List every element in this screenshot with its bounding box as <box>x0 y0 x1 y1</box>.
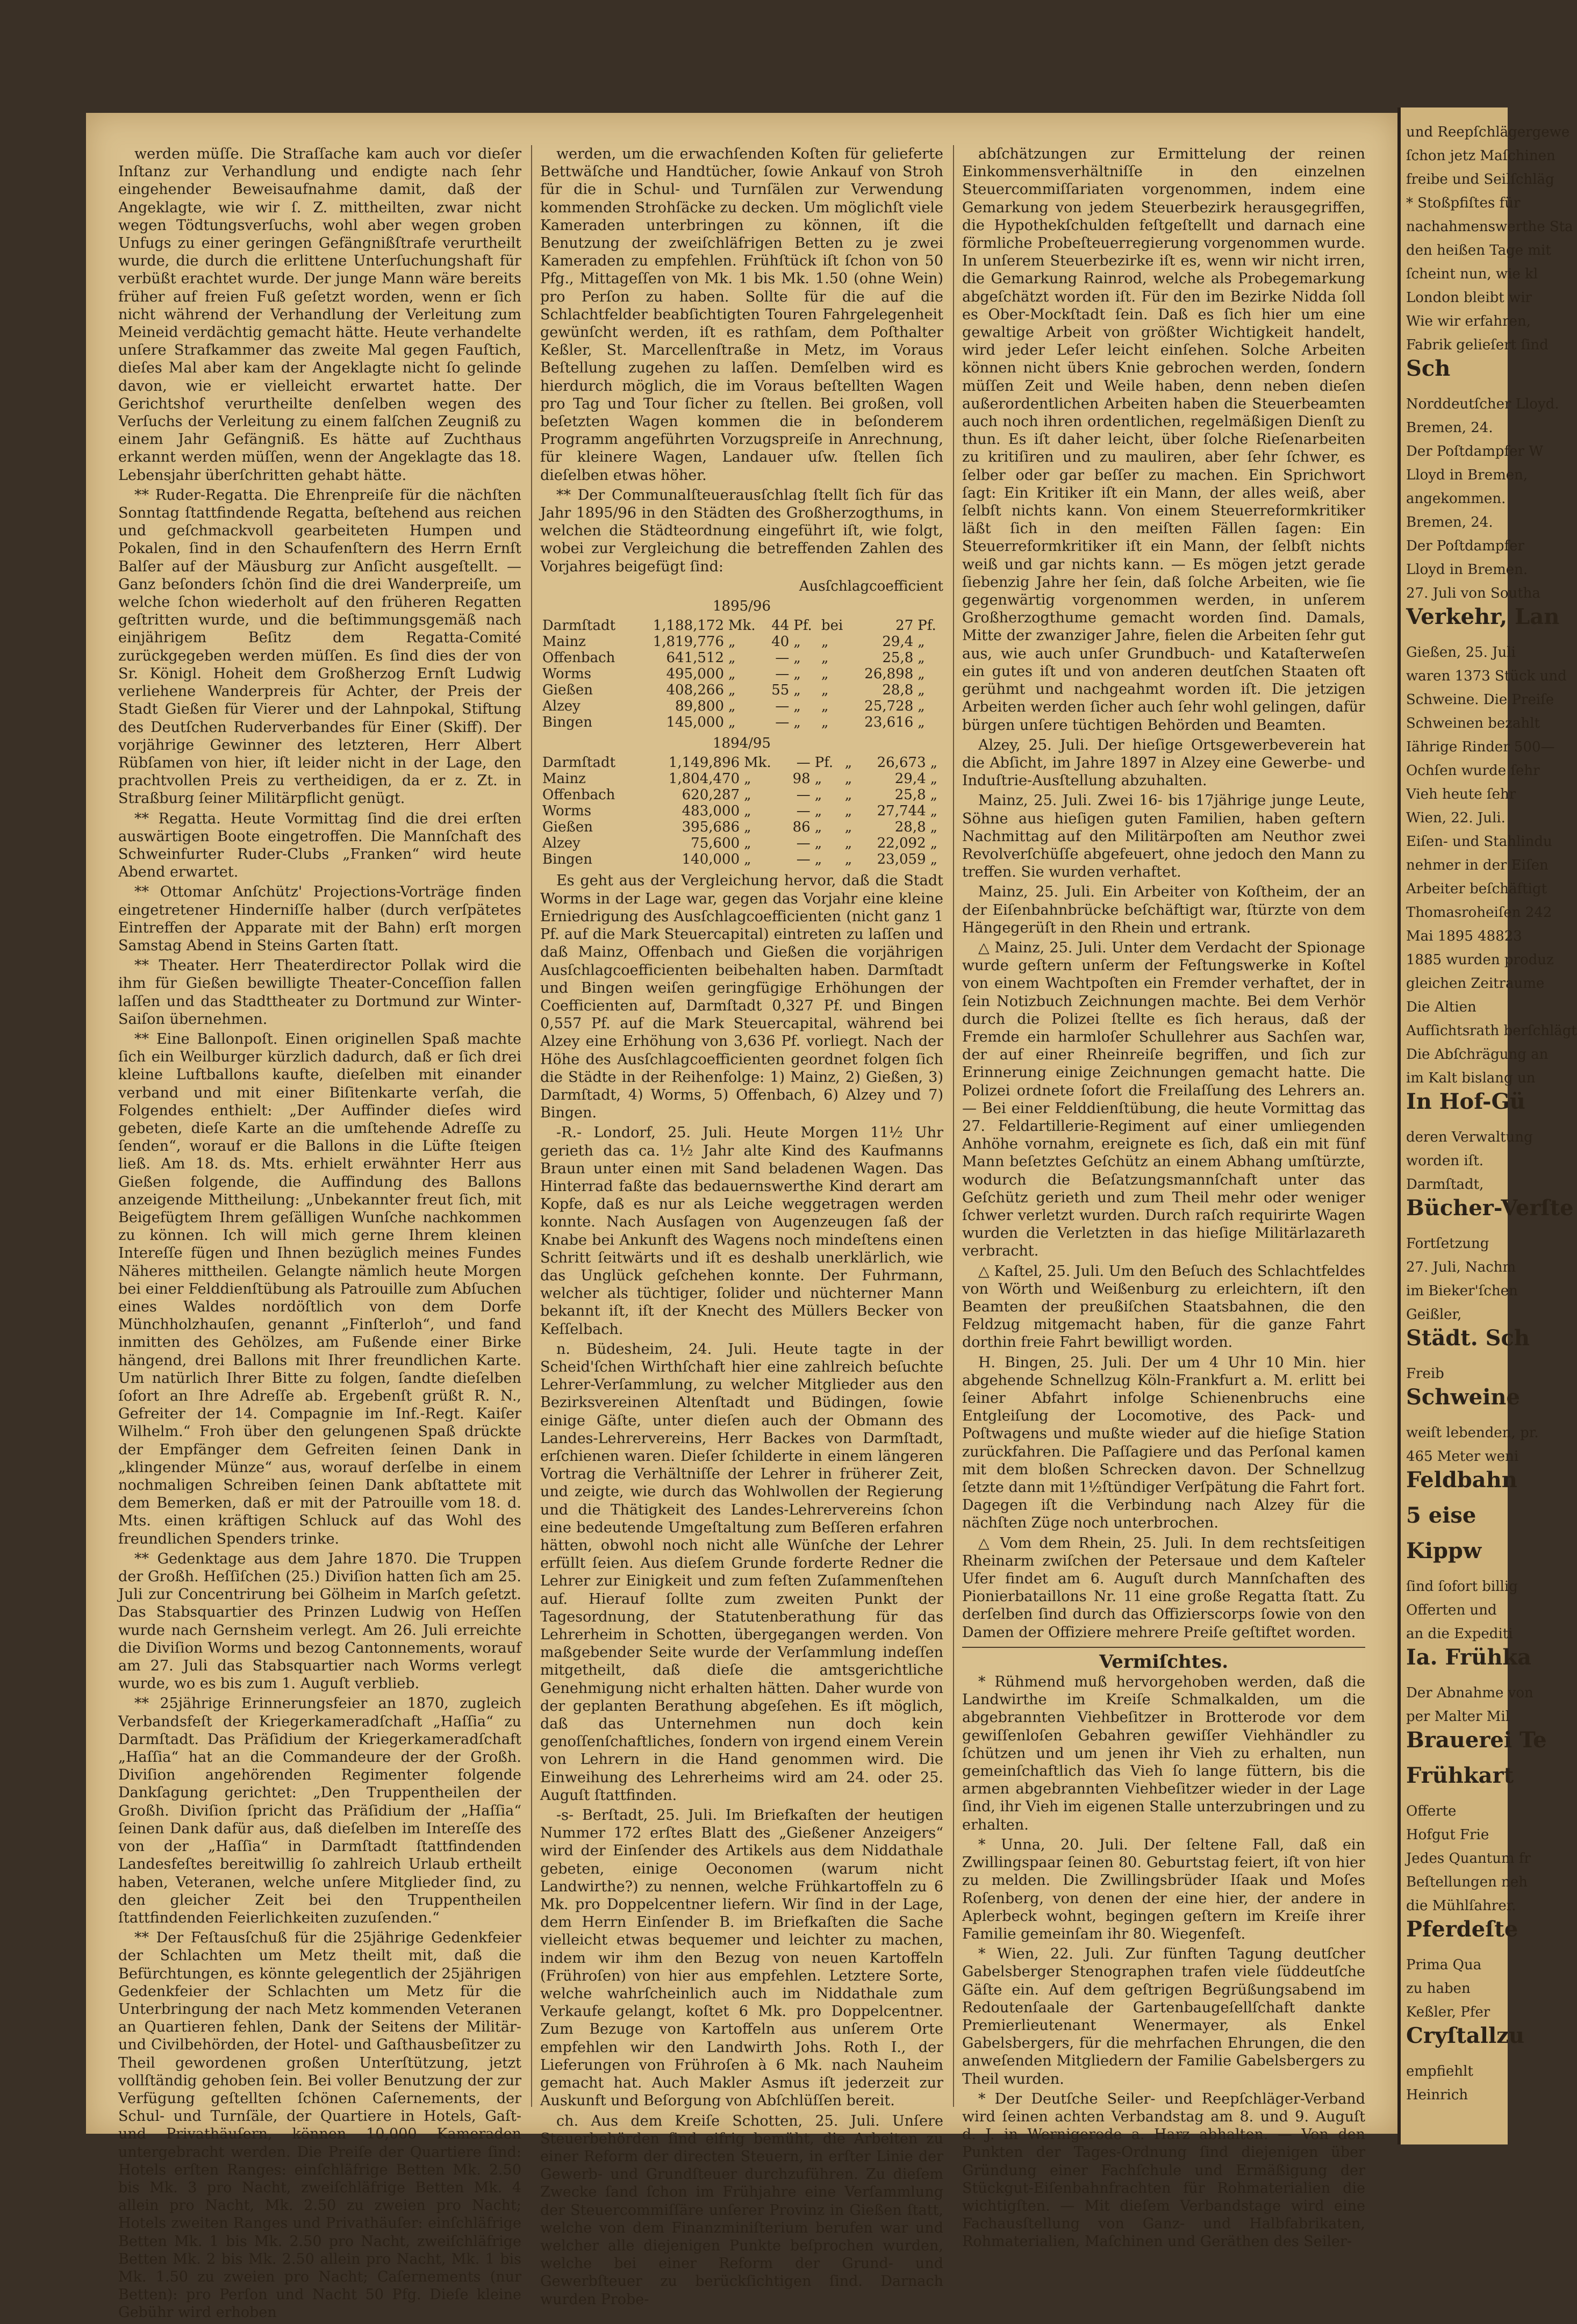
table-cell: „ <box>814 819 822 836</box>
table-cell: 44 <box>771 618 790 634</box>
table-row <box>540 698 943 714</box>
table-cell: Worms <box>542 666 592 683</box>
fragment-line: 465 Meter weni <box>1406 1448 1519 1465</box>
column-divider <box>953 145 954 2107</box>
fragment-line: Hofgut Frie <box>1406 1827 1489 1843</box>
table-cell: „ <box>917 634 925 650</box>
fragment-line: empfiehlt <box>1406 2063 1473 2079</box>
table-cell: — <box>775 650 790 666</box>
table-caption: Ausſchlagcoefficient <box>799 578 943 594</box>
table-cell: 23,059 <box>877 851 926 868</box>
fragment-line: Sch <box>1406 356 1451 381</box>
table-cell: „ <box>917 666 925 683</box>
table-cell: „ <box>844 819 852 836</box>
table-cell: „ <box>917 698 925 715</box>
table-cell: 641,512 <box>666 650 725 666</box>
fragment-line: Eiſen- und Stahlindu <box>1406 834 1552 850</box>
tax-table-1894 <box>540 755 943 867</box>
fragment-line: Bremen, 24. <box>1406 514 1493 530</box>
article-paragraph: H. Bingen, 25. Juli. Der um 4 Uhr 10 Min. hier abgehende Schnellzug Köln-Frankfurt a. M. erlitt bei ſeiner Abfahrt infolge Schienenbruchs eine Entgleiſung der Locomotive, des Pack- und Poſtwagens und mußte wieder auf die hieſige Station zurückfahren. Die Paſſagiere und das Perſonal kamen mit dem bloßen Schrecken davon. Der Schnellzug ſetzte dann mit 1½ſtündiger Verſpätung die Fahrt fort. Dagegen iſt die Verbindung nach Alzey für die nächſten Züge noch unterbrochen. <box>962 1354 1365 1532</box>
tax-table-1895 <box>540 618 943 730</box>
table-cell: Mainz <box>542 634 586 650</box>
fragment-line: ſcheint nun, wie kl <box>1406 266 1538 282</box>
table-cell: 1,149,896 <box>668 755 740 771</box>
table-cell: „ <box>821 650 829 666</box>
table-cell: „ <box>917 714 925 731</box>
table-cell: 75,600 <box>691 835 740 852</box>
table-cell: Worms <box>542 803 592 820</box>
fragment-line: Der Poſtdampfer <box>1406 538 1524 554</box>
fragment-line: Lloyd in Bremen, <box>1406 467 1528 483</box>
table-cell: „ <box>821 714 829 731</box>
table-cell: — <box>796 803 811 820</box>
article-paragraph: ch. Aus dem Kreiſe Schotten, 25. Juli. Unſere Steuerbehörden ſind eifrig bemüht, die Arbeiten zu einer Reform der directen Steuern, in erſter Linie der Gewerb- und Grundſteuer durchzuführen. Zu dieſem Zwecke ſand ſchon im Frühjahre eine Verſammlung der Steuercommiſſäre unſerer Provinz in Gießen ſtatt, welche von dem Finanzminiſterium berufen war und welcher alle diejenigen Punkte beſprochen wurden, welche bei einer Reform der Grund- und Gewerbſteuer zu berückſichtigen ſind. Darnach wurden Probe- <box>540 2112 943 2308</box>
table-cell: „ <box>930 851 938 868</box>
fragment-line: an die Expediti <box>1406 1626 1513 1642</box>
table-cell: „ <box>917 682 925 699</box>
table-cell: „ <box>728 682 736 699</box>
fragment-line: Thomasroheiſen 242 <box>1406 905 1552 921</box>
table-cell: Alzey <box>542 835 580 852</box>
table-cell: 22,092 <box>877 835 926 852</box>
table-cell: „ <box>814 771 822 787</box>
table-cell: „ <box>814 835 822 852</box>
table-cell: Bingen <box>542 851 592 868</box>
table-cell: — <box>796 787 811 804</box>
table-cell: „ <box>930 771 938 787</box>
fragment-line: weiſt lebenden, pr. <box>1406 1425 1539 1441</box>
table-cell: 620,287 <box>682 787 740 804</box>
fragment-line: Pferdeſte <box>1406 1917 1518 1942</box>
fragment-line: und Reepſchlägergewe <box>1406 124 1570 140</box>
table-cell: „ <box>814 851 822 868</box>
fragment-line: Gießen, 25. Juli <box>1406 644 1516 661</box>
article-paragraph: -s- Berſtadt, 25. Juli. Im Briefkaſten der heutigen Nummer 172 erſtes Blatt des „Gießener Anzeigers“ wird der Einſender des Artikels aus dem Niddathale gebeten, einige Oeconomen (warum nicht Landwirthe?) zu nennen, welche Frühkartoffeln zu 6 Mk. pro Doppelcentner liefern. Wir ſind in der Lage, dem Herrn Einſender B. im Briefkaſten die Sache vielleicht etwas bequemer und leichter zu machen, indem wir ihm den Bezug von neuen Kartoffeln (Frühroſen) von hier aus empfehlen. Letztere Sorte, welche wahrſcheinlich auch im Niddathale zum Verkaufe gelangt, koſtet 6 Mk. pro Doppelcentner. Zum Bezuge von Kartoffeln aus unſerem Orte empfehlen wir den Landwirth Johs. Roth I., der Lieferungen von Frühroſen à 6 Mk. nach Nauheim gemacht hat. Auch Makler Asmus iſt jederzeit zur Auskunft und Beſorgung von Abſchlüſſen bereit. <box>540 1807 943 2110</box>
fragment-line: Ia. Frühka <box>1406 1645 1532 1670</box>
table-cell: „ <box>814 803 822 820</box>
fragment-line: Schweine <box>1406 1385 1520 1410</box>
fragment-line: Brauerei Te <box>1406 1727 1547 1753</box>
table-cell: „ <box>728 650 736 666</box>
fragment-line: Aufſichtsrath berſchlägt <box>1406 1023 1577 1039</box>
table-cell: „ <box>744 851 751 868</box>
fragment-line: Schweinen bezahlt <box>1406 715 1540 731</box>
table-cell: 40 <box>771 634 790 650</box>
fragment-line: Vieh heute ſehr <box>1406 786 1516 802</box>
table-cell: „ <box>844 755 852 771</box>
table-cell: 483,000 <box>682 803 740 820</box>
table-cell: „ <box>793 698 801 715</box>
table-cell: „ <box>793 634 801 650</box>
article-paragraph: ** Eine Ballonpoſt. Einen originellen Spaß machte ſich ein Weilburger kürzlich dadurch, daß er ſich drei kleine Luftballons kaufte, dieſelben mit einander verband und mit einer Biſitenkarte verſah, die Folgendes enthielt: „Der Auffinder dieſes wird gebeten, dieſe Karte an die umſtehende Adreſſe zu ſenden“, worauf er die Ballons in die Lüfte ſteigen ließ. Am 18. ds. Mts. erhielt erwähnter Herr aus Gießen folgende, die Auffindung des Ballons anzeigende Mittheilung: „Unbekannter freut ſich, mit Beigefügtem Ihrem geſälligen Wunſche nachkommen zu können. Ich will mich gerne Ihrem kleinen Intereſſe fügen und Ihnen bezüglich meines Fundes Näheres mittheilen. Gelangte nämlich heute Morgen bei einer Felddienſtübung als Patrouille zum Abſuchen eines Waldes nordöſtlich von dem Dorfe Münchholzhauſen, genannt „Finſterloh“, und fand inmitten des Gehölzes, am Fußende einer Birke hängend, drei Ballons mit Ihrer freundlichen Karte. Um natürlich Ihrer Bitte zu folgen, ſandte dieſelben ſofort an Ihre Adreſſe ab. Ergebenſt grüßt R. N., Gefreiter der 14. Compagnie im Inf.-Regt. Kaiſer Wilhelm.“ Froh über den gelungenen Spaß drückte der Empfänger dem Gefreiten ſeinen Dank in „klingender Münze“ aus, worauf derſelbe in einem nochmaligen Schreiben ſeinen Dank abſtattete mit dem Bemerken, daß er mit der Patrouille vom 18. d. Mts. einen kräftigen Schluck auf das Wohl des freundlichen Spenders trinke. <box>118 1030 521 1547</box>
table-cell: bei <box>821 618 843 634</box>
table-year-2: 1894/95 <box>712 735 771 752</box>
article-paragraph: ** Der Communalſteuerausſchlag ſtellt ſich für das Jahr 1895/96 in den Städten des Großherzogthums, in welchen die Städteordnung eingeführt iſt, wie folgt, wobei zur Vergleichung die betreffenden Zahlen des Vorjahres beigefügt ſind: <box>540 486 943 575</box>
table-row <box>540 682 943 698</box>
table-cell: „ <box>793 682 801 699</box>
table-cell: „ <box>844 787 852 804</box>
table-cell: Darmſtadt <box>542 618 616 634</box>
article-paragraph: △ Kaſtel, 25. Juli. Um den Beſuch des Schlachtfeldes von Wörth und Weißenburg zu erleichtern, iſt den Beamten der preußiſchen Staatsbahnen, die den Feldzug mitgemacht haben, für die ganze Fahrt dorthin freie Fahrt bewilligt worden. <box>962 1263 1365 1351</box>
fragment-line: den heißen Tage mit <box>1406 242 1551 259</box>
section-title-vermischtes: Vermiſchtes. <box>1099 1651 1229 1673</box>
fragment-line: * Stoßpfiſtes für <box>1406 195 1521 211</box>
table-cell: „ <box>821 698 829 715</box>
table-cell: 27,744 <box>877 803 926 820</box>
table-cell: 28,8 <box>882 682 914 699</box>
table-cell: „ <box>728 714 736 731</box>
table-row <box>540 803 943 819</box>
fragment-line: freibe und Seilſchläg <box>1406 171 1554 188</box>
fragment-line: London bleibt wir <box>1406 290 1532 306</box>
article-paragraph: ** Regatta. Heute Vormittag ſind die drei erſten auswärtigen Boote eingetroffen. Die Mannſchaft des Schweinfurter Ruder-Clubs „Franken“ wird heute Abend erwartet. <box>118 810 521 881</box>
table-cell: „ <box>793 666 801 683</box>
table-cell: 27 <box>895 618 914 634</box>
column-1 <box>118 145 521 2324</box>
fragment-line: worden iſt. <box>1406 1153 1484 1169</box>
fragment-line: Darmſtadt, <box>1406 1177 1484 1193</box>
article-paragraph: n. Büdesheim, 24. Juli. Heute tagte in der Scheid'ſchen Wirthſchaft hier eine zahlreich beſuchte Lehrer-Verſammlung, zu welcher Mitglieder aus den Bezirksvereinen Altenſtadt und Büdingen, ſowie einige Gäſte, unter dieſen auch der Obmann des Landes-Lehrervereins, Herr Backes von Darmſtadt, erſchienen waren. Dieſer ſchilderte in einem längeren Vortrag die Verhältniſſe der Lehrer in früherer Zeit, und zeigte, wie durch das Wohlwollen der Regierung und die Thätigkeit des Landes-Lehrervereins ſchon eine bedeutende Umgeſtaltung zum Beſſeren erfahren hätten, obwohl noch nicht alle Wünſche der Lehrer erfüllt ſeien. Aus dieſem Grunde forderte Redner die Lehrer zur Einigkeit und zum feſten Zuſammenſtehen auf. Hierauf ſollte zum zweiten Punkt der Tagesordnung, der Statutenberathung für das Lehrerheim in Schotten, übergegangen werden. Von maßgebender Seite wurde der Verſammlung indeſſen mitgetheilt, daß dieſe die amtsgerichtliche Genehmigung nicht erhalten hätten. Daher wurde von der geplanten Berathung abgeſehen. Es iſt möglich, daß das Unternehmen nun doch kein genoſſenſchaftliches, ſondern von irgend einem Verein von Lehrern in die Hand genommen wird. Die Einweihung des Lehrerheims wird am 24. oder 25. Auguſt ſtattfinden. <box>540 1340 943 1804</box>
fragment-line: Wien, 22. Juli. <box>1406 810 1506 826</box>
section-rule <box>962 1647 1365 1648</box>
article-paragraph: Mainz, 25. Juli. Zwei 16- bis 17jährige junge Leute, Söhne aus hieſigen guten Familien, haben geſtern Nachmittag auf den Militärpoſten am Neuthor zwei Revolverſchüſſe abgefeuert, ohne jedoch den Mann zu treffen. Sie wurden verhaftet. <box>962 792 1365 881</box>
table-cell: „ <box>844 771 852 787</box>
fragment-line: Die Altien <box>1406 999 1476 1015</box>
table-cell: „ <box>930 755 938 771</box>
article-paragraph: ** Theater. Herr Theaterdirector Pollak wird die ihm für Gießen bewilligte Theater-Conceſſion fallen laſſen und das Stadttheater zu Dortmund zur Winter-Saiſon übernehmen. <box>118 957 521 1028</box>
table-cell: 25,8 <box>882 650 914 666</box>
table-cell: „ <box>744 787 751 804</box>
fragment-line: im Kalt bislang un <box>1406 1070 1536 1086</box>
table-cell: 23,616 <box>864 714 914 731</box>
fragment-line: im Bieker'ſchen <box>1406 1283 1518 1299</box>
article-paragraph: * Der Deutſche Seiler- und Reepſchläger-Verband wird ſeinen achten Verbandstag am 8. und 9. Auguſt d. J. in Wernigerode a. Harz abhalten. — Von den Punkten der Tages-Ordnung ſind diejenigen über Gründung einer Fachſchule und Ermäßigung der Stückgut-Eiſenbahnfrachten für Rohmaterialien die wichtigſten. — Mit dieſem Verbandstage wird eine Fachausſtellung von Ganz- und Halbfabrikaten, Rohmaterialien, Maſchinen und Geräthen des Seiler- <box>962 2090 1365 2250</box>
article-paragraph: abſchätzungen zur Ermittelung der reinen Einkommensverhältniſſe in den einzelnen Steuercommiſſariaten vorgenommen, indem eine Gemarkung von jedem Steuerbezirk herausgegriffen, die Hypothekſchulden feſtgeſtellt und darnach eine förmliche Probeſteuerregierung vorgenommen wurde. In unſerem Steuerbezirke iſt es, wenn wir nicht irren, die Gemarkung Rainrod, welche als Probegemarkung abgeſchätzt worden iſt. Für den im Bezirke Nidda ſoll es Ober-Mockſtadt ſein. Daß es ſich hier um eine gewaltige Arbeit von größter Wichtigkeit handelt, wird jeder Leſer leicht einſehen. Solche Arbeiten können nicht übers Knie gebrochen werden, ſondern müſſen Zeit und Weile haben, denn neben dieſen außerordentlichen Arbeiten haben die Steuerbeamten auch noch ihren ordentlichen, regelmäßigen Dienſt zu thun. Es iſt daher leicht, über ſolche Rieſenarbeiten zu kritiſiren und zu mauliren, aber ſehr ſchwer, es ſelber oder gar beſſer zu machen. Ein Sprichwort ſagt: Ein Kritiker iſt ein Mann, der alles weiß, aber ſelbſt nichts kann. Von einem Steuerreformkritiker läßt ſich in den meiſten Fällen ſagen: Ein Steuerreformkritiker iſt ein Mann, der ſelbſt nichts weiß und gar nichts kann. — Es mögen jetzt gerade ſiebenzig Jahre her ſein, daß ſolche Arbeiten, wie ſie gegenwärtig vorgenommen werden, in unſerem Großherzogthume gemacht worden ſind. Damals, Mitte der zwanziger Jahre, fielen die Arbeiten ſehr gut aus, wie auch unſer Grundbuch- und Kataſterweſen ein gutes iſt und von anderen deutſchen Staaten oft gerühmt und nachgeahmt worden iſt. Die jetzigen Arbeiten werden ſicher auch ſehr wohl gelingen, dafür bürgen unſere tüchtigen Behörden und Beamten. <box>962 146 1365 734</box>
table-cell: — <box>775 714 790 731</box>
table-row <box>540 666 943 682</box>
table-cell: Offenbach <box>542 787 615 804</box>
fragment-line: Die Abſchrägung an <box>1406 1046 1549 1063</box>
table-cell: 26,673 <box>877 755 926 771</box>
table-row <box>540 819 943 835</box>
fragment-line: Offerten und <box>1406 1602 1497 1618</box>
table-row <box>540 714 943 730</box>
article-paragraph: Alzey, 25. Juli. Der hieſige Ortsgewerbeverein hat die Abſicht, im Jahre 1897 in Alzey eine Gewerbe- und Induſtrie-Ausſtellung abzuhalten. <box>962 736 1365 790</box>
fragment-line: Freib <box>1406 1366 1444 1382</box>
article-paragraph: werden, um die erwachſenden Koſten für gelieferte Bettwäſche und Handtücher, ſowie Ankauf von Stroh für die in Schul- und Turnſälen zur Verwendung kommenden Strohſäcke zu decken. Um möglichſt viele Kameraden unterbringen zu können, iſt die Benutzung der zweiſchläfrigen Betten zu je zwei Kameraden zu empfehlen. Frühſtück iſt ſchon von 50 Pfg., Mittageſſen von Mk. 1 bis Mk. 1.50 (ohne Wein) pro Perſon zu haben. Sollte für die auf die Schlachtfelder beabſichtigten Touren Fahrgelegenheit gewünſcht werden, iſt es rathſam, dem Poſthalter Keßler, St. Marcellenſtraße in Metz, im Voraus Beſtellung zugehen zu laſſen. Demſelben wird es hierdurch möglich, die im Voraus beſtellten Wagen pro Tag und Tour ſicher zu ſtellen. Bei großen, voll beſetzten Wagen kommen die in beſonderem Programm angeführten Vorzugspreiſe in Anrechnung, für kleinere Wagen, Landauer uſw. ſtellen ſich dieſelben etwas höher. <box>540 146 943 484</box>
table-row <box>540 835 943 851</box>
fragment-line: Offerte <box>1406 1803 1457 1819</box>
table-cell: „ <box>821 634 829 650</box>
table-cell: „ <box>744 819 751 836</box>
fragment-line: gleichen Zeitraume <box>1406 975 1545 992</box>
table-cell: 395,686 <box>682 819 740 836</box>
table-cell: Mk. <box>728 618 756 634</box>
fragment-line: Fabrik gelieſert ſind <box>1406 337 1549 353</box>
fragment-line: 1885 wurden produz <box>1406 952 1554 968</box>
table-cell: „ <box>930 787 938 804</box>
fragment-line: Arbeiter beſchäftigt <box>1406 881 1547 897</box>
table-cell: „ <box>728 634 736 650</box>
table-cell: „ <box>814 787 822 804</box>
fragment-line: Städt. Sch <box>1406 1325 1530 1351</box>
table-cell: Gießen <box>542 819 593 836</box>
table-cell: 29,4 <box>882 634 914 650</box>
article-paragraph: △ Vom dem Rhein, 25. Juli. In dem rechtsſeitigen Rheinarm zwiſchen der Petersaue und dem Kaſteler Ufer findet am 6. Auguſt durch Mannſchaften des Pionierbataillons Nr. 11 eine große Regatta ſtatt. Zu derſelben ſind durch das Offizierscorps ſowie von den Damen der Offiziere mehrere Preiſe geſtiftet worden. <box>962 1534 1365 1641</box>
table-cell: 1,188,172 <box>653 618 725 634</box>
fragment-line: nachahmenswerthe Sta <box>1406 219 1573 235</box>
table-cell: 86 <box>792 819 811 836</box>
article-paragraph: Es geht aus der Vergleichung hervor, daß die Stadt Worms in der Lage war, gegen das Vorjahr eine kleine Erniedrigung des Ausſchlagcoefficienten (nicht ganz 1 Pf. auf die Mark Steuercapital) eintreten zu laſſen und daß Mainz, Offenbach und Gießen die vorjährigen Ausſchlagcoefficienten beibehalten haben. Darmſtadt und Bingen weiſen geringfügige Erhöhungen der Coefficienten auf, Darmſtadt 0,327 Pf. und Bingen 0,557 Pf. auf die Mark Steuercapital, während bei Alzey eine Erhöhung von 3,636 Pf. vorliegt. Nach der Höhe des Ausſchlagcoefficienten geordnet folgen ſich die Städte in der Reihenfolge: 1) Mainz, 2) Gießen, 3) Darmſtadt, 4) Worms, 5) Offenbach, 6) Alzey und 7) Bingen. <box>540 872 943 1122</box>
fragment-line: zu haben <box>1406 1981 1471 1997</box>
table-cell: „ <box>844 803 852 820</box>
fragment-line: Beſtellungen neh <box>1406 1874 1528 1890</box>
table-cell: Offenbach <box>542 650 615 666</box>
table-cell: 1,804,470 <box>668 771 740 787</box>
fragment-line: per Malter Mil <box>1406 1709 1510 1725</box>
table-cell: — <box>775 698 790 715</box>
table-row <box>540 851 943 867</box>
article-paragraph: * Unna, 20. Juli. Der ſeltene Fall, daß ein Zwillingspaar ſeinen 80. Geburtstag feiert, iſt von hier zu melden. Die Zwillingsbrüder Iſaak und Moſes Roſenberg, von denen der eine hier, der andere in Aplerbeck wohnt, begingen geſtern im Kreiſe ihrer Familie gemeinſam ihr 80. Wiegenfeſt. <box>962 1836 1365 1942</box>
table-cell: 495,000 <box>666 666 725 683</box>
table-cell: 25,8 <box>894 787 926 804</box>
table-cell: 98 <box>792 771 811 787</box>
fragment-line: Prima Qua <box>1406 1957 1482 1973</box>
table-row <box>540 650 943 666</box>
fragment-line: Frühkart <box>1406 1763 1514 1788</box>
table-row <box>540 618 943 634</box>
table-cell: Alzey <box>542 698 580 715</box>
fragment-line: nehmer in der Eiſen <box>1406 857 1549 873</box>
table-cell: 29,4 <box>894 771 926 787</box>
article-paragraph: * Rühmend muß hervorgehoben werden, daß die Landwirthe im Kreiſe Schmalkalden, um die abgebrannten Viehbeſitzer in Brotterode vor dem gewiſſenloſen Gebahren gewiſſer Viehhändler zu ſchützen und um jenen ihr Vieh zu erhalten, nun gemeinſchaftlich das Vieh ſo lange füttern, bis die armen abgebrannten Viehbeſitzer wieder in der Lage ſind, ihr Vieh im eigenen Stalle unterzubringen und zu erhalten. <box>962 1674 1365 1833</box>
table-cell: „ <box>744 803 751 820</box>
table-cell: Mainz <box>542 771 586 787</box>
table-cell: — <box>796 851 811 868</box>
fragment-line: Jedes Quantum fr <box>1406 1850 1531 1867</box>
table-cell: „ <box>844 835 852 852</box>
fragment-line: ſchon jetz Maſchinen <box>1406 148 1556 164</box>
article-paragraph: * Wien, 22. Juli. Zur fünften Tagung deutſcher Gabelsberger Stenographen trafen viele ſüddeutſche Gäſte ein. Auf dem geſtrigen Begrüßungsabend im Redoutenſaale der Gartenbaugeſellſchaft dankte Premierlieutenant Wenermayer, als Enkel Gabelsbergers, für die mehrfachen Ehrungen, die den anweſenden Mitgliedern der Familie Gabelsbergers zu Theil wurden. <box>962 1946 1365 2088</box>
table-cell: 145,000 <box>666 714 725 731</box>
table-cell: „ <box>793 650 801 666</box>
article-paragraph: ** Gedenktage aus dem Jahre 1870. Die Truppen der Großh. Heſſiſchen (25.) Diviſion hatten ſich am 25. Juli zur Concentrirung bei Gölheim in Marſch geſetzt. Das Stabsquartier des Prinzen Ludwig von Heſſen wurde nach Gernsheim verlegt. Am 26. Juli erreichte die Diviſion Worms und bezog Cantonnements, worauf am 27. Juli das Stabsquartier nach Worms verlegt wurde, wo es bis zum 1. Auguſt verblieb. <box>118 1550 521 1692</box>
fragment-line: Kippw <box>1406 1538 1482 1563</box>
fragment-line: Norddeutſcher Lloyd. <box>1406 396 1559 412</box>
table-cell: 25,728 <box>864 698 914 715</box>
table-cell: 1,819,776 <box>653 634 725 650</box>
table-cell: 140,000 <box>682 851 740 868</box>
table-cell: Bingen <box>542 714 592 731</box>
table-row <box>540 787 943 803</box>
article-paragraph: ** 25jährige Erinnerungsfeier an 1870, zugleich Verbandsfeſt der Kriegerkameradſchaft „Haſſia“ zu Darmſtadt. Das Präſidium der Kriegerkameradſchaft „Haſſia“ hat an die Commandeure der der Großh. Diviſion angehörenden Regimenter folgende Dankſagung gerichtet: „Den Truppentheilen der Großh. Diviſion ſpricht das Präſidium der „Haſſia“ ſeinen Dank dafür aus, daß dieſelben im Intereſſe des von der „Haſſia“ in Darmſtadt ſtattfindenden Landesfeſtes bereitwillig ſo zahlreich Urlaub ertheilt haben, Veteranen, welche unſere Mitglieder ſind, zu den gleicher Zeit bei den Truppentheilen ſtattfindenden Feierlichkeiten zuzuſenden.“ <box>118 1695 521 1926</box>
fragment-line: In Hof-Gü <box>1406 1089 1525 1114</box>
fragment-line: Schweine. Die Preiſe <box>1406 692 1554 708</box>
table-cell: Gießen <box>542 682 593 699</box>
table-row <box>540 634 943 650</box>
table-cell: 408,266 <box>666 682 725 699</box>
table-cell: „ <box>844 851 852 868</box>
fragment-line: deren Verwaltung <box>1406 1129 1533 1145</box>
table-cell: „ <box>744 835 751 852</box>
fragment-line: Geißler, <box>1406 1307 1462 1323</box>
fragment-line: Wie wir erfahren, <box>1406 313 1531 329</box>
article-paragraph: ** Ottomar Anſchütz' Projections-Vorträge finden eingetretener Hinderniſſe halber (durch verſpätetes Eintreffen der Apparate mit der Bahn) erſt morgen Samstag Abend in Steins Garten ſtatt. <box>118 884 521 954</box>
article-paragraph: ** Ruder-Regatta. Die Ehrenpreiſe für die nächſten Sonntag ſtattfindende Regatta, beſtehend aus reichen und geſchmackvoll gearbeiteten Humpen und Pokalen, ſind in den Schaufenſtern des Herrn Ernſt Balſer auf der Mäusburg zur Anſicht ausgeſtellt. — Ganz beſonders ſchön ſind die drei Wanderpreiſe, um welche ſchon wiederholt auf den früheren Regatten geſtritten wurde, und die beſtimmungsgemäß nach einjährigem Beſitz dem Regatta-Comité zurückgegeben werden müſſen. Es ſind dies der von Sr. Königl. Hoheit dem Großherzog Ernſt Ludwig verliehene Wanderpreis für Achter, der Preis der Stadt Gießen für Vierer und der Lahnpokal, Stiftung des Deutſchen Ruderverbandes für Einer (Skiff). Der vorjährige Gewinner des letzteren, Herr Albert Rübſamen von hier, iſt leider nicht in der Lage, den prachtvollen Preis zu vertheidigen, da er z. Zt. in Straßburg ſeiner Militärpflicht genügt. <box>118 486 521 807</box>
table-cell: — <box>796 755 811 771</box>
fragment-line: 27. Juli, Nachm <box>1406 1259 1516 1275</box>
table-cell: „ <box>728 698 736 715</box>
table-cell: „ <box>821 682 829 699</box>
fragment-line: Lloyd in Bremen. <box>1406 562 1528 578</box>
table-cell: 28,8 <box>894 819 926 836</box>
article-paragraph: Mainz, 25. Juli. Ein Arbeiter von Koſtheim, der an der Eiſenbahnbrücke beſchäftigt war, ſtürzte von dem Hängegerüſt in den Rhein und ertrank. <box>962 884 1365 936</box>
table-cell: „ <box>793 714 801 731</box>
fragment-line: Mai 1895 48823 <box>1406 928 1522 944</box>
fragment-line: Der Poſtdampfer W <box>1406 443 1543 460</box>
article-paragraph: -R.- Londorf, 25. Juli. Heute Morgen 11½ Uhr gerieth das ca. 1½ Jahr alte Kind des Kaufmanns Braun unter einen mit Sand beladenen Wagen. Das Hinterrad faßte das bedauernswerthe Kind derart am Kopfe, daß es nur als Leiche weggetragen werden konnte. Nach Ausſagen von Augenzeugen ſaß der Knabe bei Ankunft des Wagens noch mindeſtens einen Schritt ſeitwärts und iſt es deshalb unerklärlich, wie das Unglück geſchehen konnte. Der Fuhrmann, welcher als tüchtiger, ſolider und nüchterner Mann bekannt iſt, iſt der Knecht des Müllers Becker von Keſſelbach. <box>540 1124 943 1338</box>
table-cell: 89,800 <box>675 698 725 715</box>
table-cell: Pf. <box>917 618 936 634</box>
fragment-line: angekommen. <box>1406 491 1506 507</box>
fragment-line: Ochſen wurde ſehr <box>1406 763 1540 779</box>
article-paragraph: △ Mainz, 25. Juli. Unter dem Verdacht der Spionage wurde geſtern unſerm der Feſtungswerke in Koſtel von einem Wachtpoſten ein Fremder verhaftet, der in ſein Notizbuch Zeichnungen machte. Bei dem Verhör durch die Polizei ſtellte es ſich heraus, daß der Fremde ein harmloſer Schullehrer aus Sachſen war, der auf einer Rheinreiſe begriffen, und ſich zur Erinnerung einige Zeichnungen gemacht hatte. Die Polizei ordnete ſofort die Freilaſſung des Lehrers an. — Bei einer Felddienſtübung, die heute Vormittag das 27. Feldartillerie-Regiment auf einer umliegenden Anhöhe vornahm, ereignete es ſich, daß ein mit fünf Mann beſetztes Geſchütz an einem Abhang umſtürzte, wodurch die Beſatzungsmannſchaft unter das Geſchütz gerieth und zum Theil mehr oder weniger ſchwer verletzt wurden. Durch raſch requirirte Wagen wurden die Verletzten in das hieſige Militärlazareth verbracht. <box>962 939 1365 1260</box>
fragment-line: Der Abnahme von <box>1406 1685 1533 1701</box>
table-cell: „ <box>917 650 925 666</box>
column-3 <box>962 145 1365 2253</box>
table-cell: 26,898 <box>864 666 914 683</box>
newspaper-page <box>86 113 1397 2321</box>
table-cell: „ <box>930 819 938 836</box>
article-paragraph: ** Der Feſtausſchuß für die 25jährige Gedenkfeier der Schlachten um Metz theilt mit, daß die Befürchtungen, es könnte gelegentlich der 25jährigen Gedenkfeier der Schlachten um Metz für die Unterbringung der nach Metz kommenden Veteranen an Quartieren fehlen, Dank der Seitens der Militär- und Civilbehörden, der Hotel- und Gaſthausbeſitzer zu Theil gewordenen großen Unterſtützung, jetzt vollſtändig gehoben ſein. Bei voller Benutzung der zur Verfügung geſtellten ſchönen Caſernements, der Schul- und Turnſäle, der Quartiere in Hotels, Gaſt- und Privathäuſern, können 10,000 Kameraden untergebracht werden. Die Preiſe der Quartiere ſind: Hotels erſten Ranges: einſchläfrige Betten Mk. 2.50 bis Mk. 3 pro Nacht, zweiſchläfrige Betten Mk. 4 allein pro Nacht, Mk. 2.50 zu zweien pro Nacht; Hotels zweiten Ranges und Privathäuſer: einſchläfrige Betten Mk. 1 bis Mk. 2.50 pro Nacht, zweiſchläfrige Betten Mk. 2 bis Mk. 2.50 allein pro Nacht, Mk. 1 bis Mk. 1.50 zu zweien pro Nacht; Caſernements (nur Betten): pro Perſon und Nacht 50 Pfg. Dieſe kleine Gebühr wird erhoben <box>118 1930 521 2321</box>
fragment-line: Feldbahn <box>1406 1467 1517 1493</box>
article-paragraph: werden müſſe. Die Straſſache kam auch vor dieſer Inſtanz zur Verhandlung und endigte nach ſehr eingehender Beweisaufnahme damit, daß der Angeklagte, wie wir ſ. Z. mittheilten, zwar nicht wegen Tödtungsverſuchs, wohl aber wegen groben Unfugs zu einer geringen Gefängnißſtrafe verurtheilt wurde, die durch die erlittene Unterſuchungshaft für verbüßt erachtet wurde. Der junge Mann wäre bereits früher auf freien Fuß geſetzt worden, wenn er ſich nicht während der Verhandlung der Verleitung zum Meineid verdächtig gemacht hätte. Heute verhandelte unſere Strafkammer das zweite Mal gegen Fauſtich, dieſes Mal aber kam der Angeklagte nicht ſo gelinde davon, wie er vielleicht erwartet hatte. Der Gerichtshof verurtheilte denſelben wegen des Verſuchs der Verleitung zu einem falſchen Zeugniß zu einem Jahr Gefängniß. Es hätte auf Zuchthaus erkannt werden müſſen, wenn der Angeklagte das 18. Lebensjahr überſchritten gehabt hätte. <box>118 146 521 484</box>
fragment-line: Keßler, Pfer <box>1406 2004 1490 2020</box>
table-cell: — <box>796 835 811 852</box>
table-cell: „ <box>728 666 736 683</box>
fragment-line: 27. Juli von Southa <box>1406 585 1540 601</box>
column-2 <box>540 145 943 2311</box>
fragment-line: Cryſtallzu <box>1406 2023 1524 2048</box>
table-row <box>540 771 943 787</box>
fragment-line: 5 eise <box>1406 1503 1476 1528</box>
table-cell: Darmſtadt <box>542 755 616 771</box>
adjacent-page-fragment <box>1397 107 1577 2144</box>
table-cell: „ <box>821 666 829 683</box>
table-cell: „ <box>744 771 751 787</box>
table-cell: Pf. <box>793 618 812 634</box>
table-year-1: 1895/96 <box>712 598 771 615</box>
fragment-line: Fortſetzung <box>1406 1236 1489 1252</box>
fragment-line: ſind ſofort billig <box>1406 1579 1518 1595</box>
table-cell: „ <box>930 803 938 820</box>
fragment-line: Verkehr, Lan <box>1406 604 1560 629</box>
table-cell: Pf. <box>814 755 834 771</box>
fragment-line: Bremen, 24. <box>1406 420 1493 436</box>
column-divider <box>531 145 532 2107</box>
fragment-line: Bücher-Verſte <box>1406 1195 1574 1221</box>
fragment-line: die Mühlſahrer. <box>1406 1898 1516 1914</box>
fragment-line: Heinrich <box>1406 2087 1468 2103</box>
fragment-line: Iährige Rinder 500— <box>1406 739 1555 755</box>
table-cell: „ <box>930 835 938 852</box>
table-cell: Mk. <box>744 755 771 771</box>
fragment-line: waren 1373 Stück und <box>1406 668 1567 684</box>
table-cell: 55 <box>771 682 790 699</box>
table-row <box>540 755 943 771</box>
table-cell: — <box>775 666 790 683</box>
